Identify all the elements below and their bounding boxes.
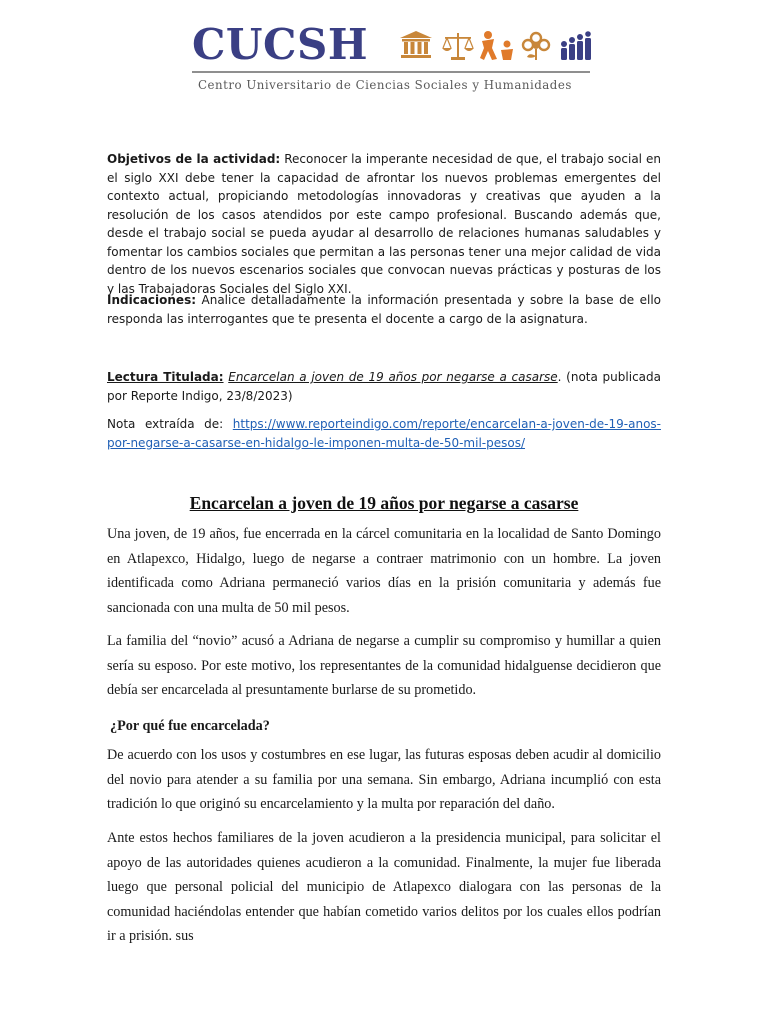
- logo-divider: [192, 71, 590, 73]
- logo-wordmark: CUCSH: [192, 20, 368, 69]
- objectives-text: Reconocer la imperante necesidad de que, el trabajo social en el siglo XXI debe tener la capacidad de afrontar los nuevos problemas emergentes del contexto actual, propiciando metodologías innovadoras y creativas que ayuden a la resolución de los casos atendidos por este campo profesional. Buscando además que, desde el trabajo social se pueda ayudar al desarrollo de relaciones humanas saludables y fomentar los cambios sociales que permitan a las personas tener una mejor calidad de vida dentro de los nuevos escenarios sociales que convocan nuevas prácticas y posturas de los y las Trabajadoras Sociales del Siglo XXI.: [107, 152, 661, 296]
- columns-icon: [398, 30, 434, 60]
- article-paragraph-2: La familia del “novio” acusó a Adriana de negarse a cumplir su compromiso y humillar a quien sería su esposo. Por este motivo, los representantes de la comunidad hidalguense decidieron que debía ser encarcelada al presuntamente burlarse de su prometido.: [107, 633, 661, 698]
- article-subheading: ¿Por qué fue encarcelada?: [110, 718, 270, 734]
- institution-header: [0, 0, 768, 110]
- reading-reference: [107, 368, 661, 405]
- flower-icon: [520, 30, 552, 62]
- reading-note: . (nota publicada por Reporte Indigo, 23/8/2023): [107, 370, 661, 403]
- instructions-text: Analice detalladamente la información presentada y sobre la base de ello responda las interrogantes que te presenta el docente a cargo de la asignatura.: [107, 293, 661, 326]
- article-paragraph-1: Una joven, de 19 años, fue encerrada en la cárcel comunitaria en la localidad de Santo Domingo en Atlapexco, Hidalgo, luego de negarse a contraer matrimonio con un hombre. La joven identificada como Adriana permaneció varios días en la prisión comunitaria y además fue sancionada con una multa de 50 mil pesos.: [107, 526, 661, 616]
- reading-label: Lectura Titulada:: [107, 370, 224, 384]
- article-paragraph-3: De acuerdo con los usos y costumbres en ese lugar, las futuras esposas deben acudir al domicilio del novio para atender a su familia por una semana. Sin embargo, Adriana incumplió con esta tradición lo que originó su encarcelamiento y la multa por reparación del daño.: [107, 747, 661, 812]
- reading-title: Encarcelan a joven de 19 años por negarse a casarse: [228, 370, 558, 384]
- logo-subtitle: Centro Universitario de Ciencias Sociales y Humanidades: [198, 78, 572, 92]
- scales-icon: [441, 30, 475, 62]
- source-label: Nota extraída de:: [107, 417, 233, 431]
- article-paragraph-4: Ante estos hechos familiares de la joven acudieron a la presidencia municipal, para solicitar el apoyo de las autoridades quienes acudieron a la comunidad. Finalmente, la mujer fue liberada luego que personal policial del municipio de Atlapexco dialogara con las personas de la comunidad haciéndolas entender que habían cometido varios delitos por los cuales ellos podrían ir a prisión. sus: [107, 830, 661, 944]
- source-paragraph: [107, 415, 661, 452]
- people-icon: [479, 30, 517, 62]
- objectives-paragraph: [107, 150, 661, 298]
- source-link[interactable]: https://www.reporteindigo.com/reporte/encarcelan-a-joven-de-19-anos-por-negarse-a-casarse-en-hidalgo-le-imponen-multa-de-50-mil-pesos/: [107, 417, 661, 450]
- article-title: Encarcelan a joven de 19 años por negarse a casarse: [189, 493, 579, 513]
- objectives-label: Objetivos de la actividad:: [107, 152, 281, 166]
- instructions-label: Indicaciones:: [107, 293, 197, 307]
- crowd-icon: [558, 30, 592, 62]
- instructions-paragraph: [107, 291, 661, 328]
